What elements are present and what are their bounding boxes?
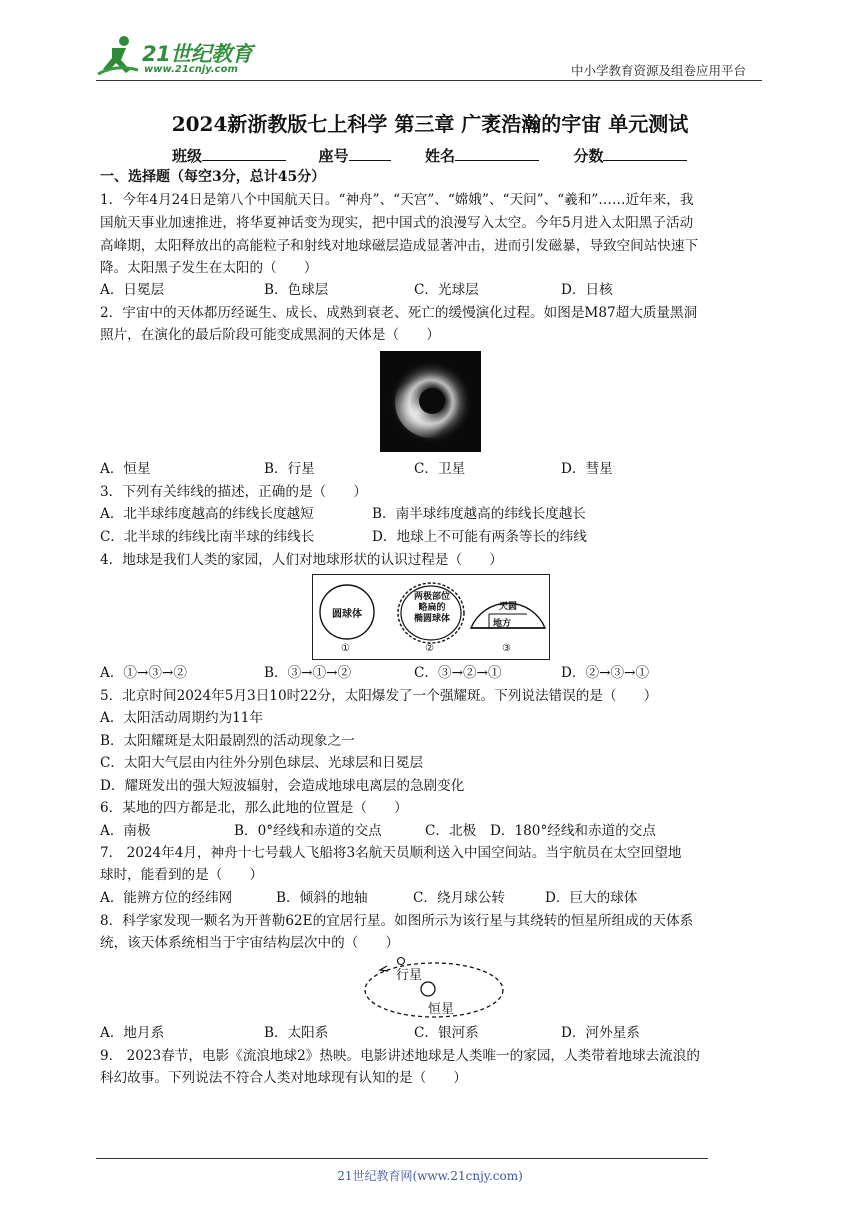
q8-line: 统，该天体系统相当于宇宙结构层次中的（ ） — [100, 935, 400, 951]
q1-line: 1．今年4月24日是第八个中国航天日。“神舟”、“天宫”、“嫦娥”、“天问”、“羲和”……近年来，我 — [100, 192, 694, 208]
class-label: 班级 — [172, 147, 203, 165]
q8-option-d[interactable]: D．河外星系 — [561, 1025, 640, 1041]
q4-option-a[interactable]: A．①→③→② — [100, 665, 187, 681]
q4-option-d[interactable]: D．②→③→① — [561, 665, 650, 681]
q5-stem: 5．北京时间2024年5月3日10时22分，太阳爆发了一个强耀斑。下列说法错误的是（ ） — [100, 688, 658, 704]
q1-option-d[interactable]: D．日核 — [561, 282, 613, 298]
fig1-label: 圆球体 — [332, 609, 362, 620]
footer-divider — [96, 1158, 708, 1159]
q3-stem: 3．下列有关纬线的描述，正确的是（ ） — [100, 484, 367, 500]
fig-number-1: ① — [341, 643, 350, 654]
q1-option-c[interactable]: C．光球层 — [414, 282, 479, 298]
q6-option-c[interactable]: C．北极 — [425, 823, 477, 839]
q2-option-b[interactable]: B．行星 — [264, 461, 315, 477]
q4-option-c[interactable]: C．③→②→① — [414, 665, 502, 681]
logo-text: 21世纪教育 — [142, 42, 253, 66]
q6-option-d[interactable]: D．180°经线和赤道的交点 — [490, 823, 656, 839]
runner-logo-icon — [94, 34, 140, 78]
q3-option-b[interactable]: B．南半球纬度越高的纬线长度越长 — [372, 506, 586, 522]
section-heading: 一、选择题（每空3分，总计45分） — [100, 169, 326, 185]
q1-line: 降。太阳黑子发生在太阳的（ ） — [100, 260, 318, 276]
fig-number-2: ② — [425, 643, 434, 654]
star-label: 恒星 — [428, 1002, 455, 1017]
name-field[interactable] — [455, 146, 539, 161]
black-hole-image — [380, 351, 481, 452]
fig2-label: 两极部位 略扁的 椭圆球体 — [413, 592, 450, 624]
fig3-top-label: 天圆 — [499, 602, 518, 612]
class-field[interactable] — [202, 146, 286, 161]
planet-label: 行星 — [396, 968, 423, 983]
q1-line: 国航天事业加速推进，将华夏神话变为现实，把中国式的浪漫写入太空。今年5月进入太阳黑子活动 — [100, 215, 694, 231]
q2-line: 照片，在演化的最后阶段可能变成黑洞的天体是（ ） — [100, 327, 440, 343]
score-field[interactable] — [603, 146, 687, 161]
footer-text[interactable]: 21世纪教育网(www.21cnjy.com) — [337, 1169, 523, 1183]
q2-option-a[interactable]: A．恒星 — [100, 461, 151, 477]
q5-option-a[interactable]: A．太阳活动周期约为11年 — [100, 710, 264, 726]
q4-stem: 4．地球是我们人类的家园，人们对地球形状的认识过程是（ ） — [100, 552, 503, 568]
q5-option-c[interactable]: C．太阳大气层由内往外分别色球层、光球层和日冕层 — [100, 755, 424, 771]
q1-line: 高峰期，太阳释放出的高能粒子和射线对地球磁层造成显著冲击，进而引发磁暴，导致空间站快速下 — [100, 238, 699, 254]
q2-option-d[interactable]: D．彗星 — [561, 461, 613, 477]
q9-line: 科幻故事。下列说法不符合人类对地球现有认知的是（ ） — [100, 1070, 468, 1086]
q2-option-c[interactable]: C．卫星 — [414, 461, 466, 477]
score-label: 分数 — [573, 147, 604, 165]
fig-number-3: ③ — [502, 643, 511, 654]
q5-option-b[interactable]: B．太阳耀斑是太阳最剧烈的活动现象之一 — [100, 733, 355, 749]
q7-line: 球时，能看到的是（ ） — [100, 867, 264, 883]
header-divider — [96, 80, 762, 81]
q7-option-a[interactable]: A．能辨方位的经纬网 — [100, 890, 233, 906]
q3-option-c[interactable]: C．北半球的纬线比南半球的纬线长 — [100, 529, 315, 545]
q4-option-b[interactable]: B．③→①→② — [264, 665, 352, 681]
page-title: 2024新浙教版七上科学 第三章 广袤浩瀚的宇宙 单元测试 — [171, 112, 689, 136]
q3-option-a[interactable]: A．北半球纬度越高的纬线长度越短 — [100, 506, 314, 522]
q2-line: 2．宇宙中的天体都历经诞生、成长、成熟到衰老、死亡的缓慢演化过程。如图是M87超大质量黑洞 — [100, 305, 698, 321]
q7-line: 7． 2024年4月，神舟十七号载人飞船将3名航天员顺利送入中国空间站。当宇航员在太空回望地 — [100, 845, 682, 861]
student-info-line — [172, 145, 687, 166]
earth-shape-figure — [312, 574, 550, 660]
name-label: 姓名 — [424, 147, 455, 165]
header-platform-text: 中小学教育资源及组卷应用平台 — [571, 63, 747, 78]
q8-option-b[interactable]: B．太阳系 — [264, 1025, 329, 1041]
q8-line: 8．科学家发现一颗名为开普勒62E的宜居行星。如图所示为该行星与其绕转的恒星所组成的天体系 — [100, 913, 694, 929]
fig3-bottom-label: 地方 — [493, 619, 512, 629]
q3-option-d[interactable]: D．地球上不可能有两条等长的纬线 — [372, 529, 587, 545]
q6-option-b[interactable]: B．0°经线和赤道的交点 — [234, 823, 382, 839]
q1-option-b[interactable]: B．色球层 — [264, 282, 329, 298]
q6-option-a[interactable]: A．南极 — [100, 823, 151, 839]
seat-field[interactable] — [349, 146, 391, 161]
q9-line: 9． 2023春节，电影《流浪地球2》热映。电影讲述地球是人类唯一的家园，人类带着地球去流浪的 — [100, 1048, 700, 1064]
seat-label: 座号 — [318, 147, 349, 165]
q7-option-b[interactable]: B．倾斜的地轴 — [276, 890, 368, 906]
q5-option-d[interactable]: D．耀斑发出的强大短波辐射，会造成地球电离层的急剧变化 — [100, 778, 465, 794]
logo-url: www.21cnjy.com — [144, 64, 238, 75]
q1-option-a[interactable]: A．日冕层 — [100, 282, 165, 298]
q6-stem: 6．某地的四方都是北，那么此地的位置是（ ） — [100, 800, 408, 816]
q7-option-d[interactable]: D．巨大的球体 — [545, 890, 638, 906]
q8-option-c[interactable]: C．银河系 — [414, 1025, 479, 1041]
q8-option-a[interactable]: A．地月系 — [100, 1025, 165, 1041]
q7-option-c[interactable]: C．绕月球公转 — [413, 890, 505, 906]
orbit-figure — [360, 954, 510, 1022]
header-logo — [94, 34, 264, 78]
